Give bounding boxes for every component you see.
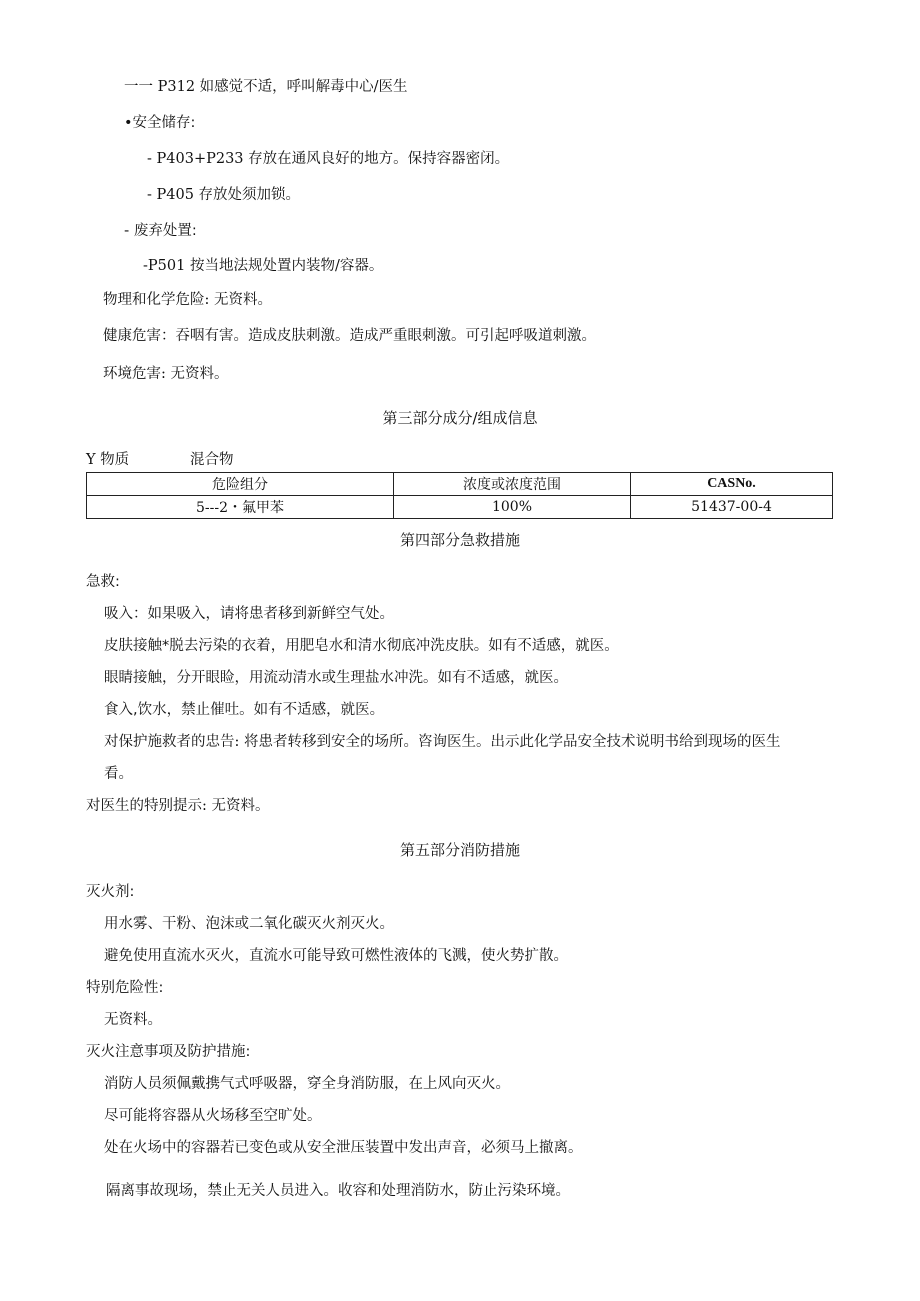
- precaution-text-3: 处在火场中的容器若已变色或从安全泄压装置中发出声音，必须马上撤离。: [104, 1140, 583, 1156]
- extinguish-text-1: 用水雾、干粉、泡沫或二氧化碳灭火剂灭火。: [104, 916, 394, 932]
- p312-statement: 一一 P312 如感觉不适，呼叫解毒中心/医生: [124, 79, 408, 95]
- composition-table: [86, 472, 833, 519]
- protect-text-cont: 看。: [104, 766, 133, 782]
- storage-label: •安全储存:: [124, 115, 196, 131]
- extinguish-text-2: 避免使用直流水灭火，直流水可能导致可燃性液体的飞溅，使火势扩散。: [104, 948, 568, 964]
- table-row: [87, 496, 833, 519]
- cell-concentration: 100%: [394, 496, 631, 519]
- physical-hazard-text: : 无资料。: [204, 292, 272, 308]
- protect-rescuer-line: [104, 732, 781, 752]
- cell-cas: 51437-00-4: [631, 496, 833, 519]
- special-hazard-text: 无资料。: [104, 1012, 162, 1028]
- header-component: 危险组分: [87, 473, 394, 496]
- health-hazard-line: [103, 326, 596, 346]
- mixture-label: 混合物: [190, 452, 234, 468]
- env-hazard-label: 环境危害: [103, 366, 161, 382]
- env-hazard-text: : 无资料。: [161, 366, 229, 382]
- skin-contact-line: [104, 636, 619, 656]
- ingestion-text: 饮水，禁止催吐。如有不适感，就医。: [137, 702, 385, 718]
- ingestion-line: [104, 700, 384, 720]
- doctor-text: : 无资料。: [202, 798, 270, 814]
- skin-label-a: 皮肤: [104, 638, 133, 654]
- precaution-text-1: 消防人员须佩戴携气式呼吸器，穿全身消防服，在上风向灭火。: [104, 1076, 510, 1092]
- disposal-label: - 废弃处置:: [124, 223, 197, 239]
- doctor-note-line: [86, 796, 270, 816]
- special-hazard-label: 特别危险性:: [86, 980, 164, 996]
- eye-contact-line: [104, 668, 568, 688]
- protect-text: : 将患者转移到安全的场所。咨询医生。出示此化学品安全技术说明书给到现场的医生: [234, 734, 781, 750]
- section3-title: 第三部分成分/组成信息: [382, 409, 538, 427]
- eye-label: 眼睛接触: [104, 670, 162, 686]
- p501-statement: -P501 按当地法规处置内装物/容器。: [143, 258, 384, 274]
- p403-statement: - P403+P233 存放在通风良好的地方。保持容器密闭。: [147, 151, 510, 167]
- health-hazard-text: 危害：吞咽有害。造成皮肤刺激。造成严重眼刺激。可引起呼吸道刺激。: [132, 328, 596, 344]
- physical-hazard-label: 物理和化学危险: [103, 292, 205, 308]
- skin-text: 脱去污染的衣着，用肥皂水和清水彻底冲洗皮肤。如有不适感，就医。: [169, 638, 619, 654]
- extinguish-label: 灭火剂:: [86, 884, 135, 900]
- table-header-row: [87, 473, 833, 496]
- first-aid-label: 急救:: [86, 574, 120, 590]
- p405-statement: - P405 存放处须加锁。: [147, 187, 301, 203]
- section5-title: 第五部分消防措施: [399, 841, 520, 859]
- env-hazard-line: [103, 364, 229, 384]
- header-concentration: 浓度或浓度范围: [394, 473, 631, 496]
- ingestion-label: 食入,: [104, 702, 138, 718]
- physical-hazard-line: [103, 290, 272, 310]
- eye-text: ，分开眼睑，用流动清水或生理盐水冲洗。如有不适感，就医。: [162, 670, 568, 686]
- skin-label-b: 接触*: [133, 638, 170, 654]
- inhalation-text: 吸入：如果吸入，请将患者移到新鲜空气处。: [104, 606, 394, 622]
- protect-label: 对保护施救者的忠告: [104, 734, 235, 750]
- header-cas: CASNo.: [631, 473, 833, 496]
- precaution-text-2: 尽可能将容器从火场移至空旷处。: [104, 1108, 322, 1124]
- precaution-text-4: 隔离事故现场，禁止无关人员进入。收容和处理消防水，防止污染环境。: [106, 1183, 570, 1199]
- doctor-label: 对医生的特别提示: [86, 798, 202, 814]
- health-hazard-label: 健康: [103, 328, 132, 344]
- section4-title: 第四部分急救措施: [399, 531, 520, 549]
- precaution-label: 灭火注意事项及防护措施:: [86, 1044, 251, 1060]
- cell-component: 5---2・氟甲苯: [87, 496, 394, 519]
- substance-label: Y 物质: [86, 452, 130, 468]
